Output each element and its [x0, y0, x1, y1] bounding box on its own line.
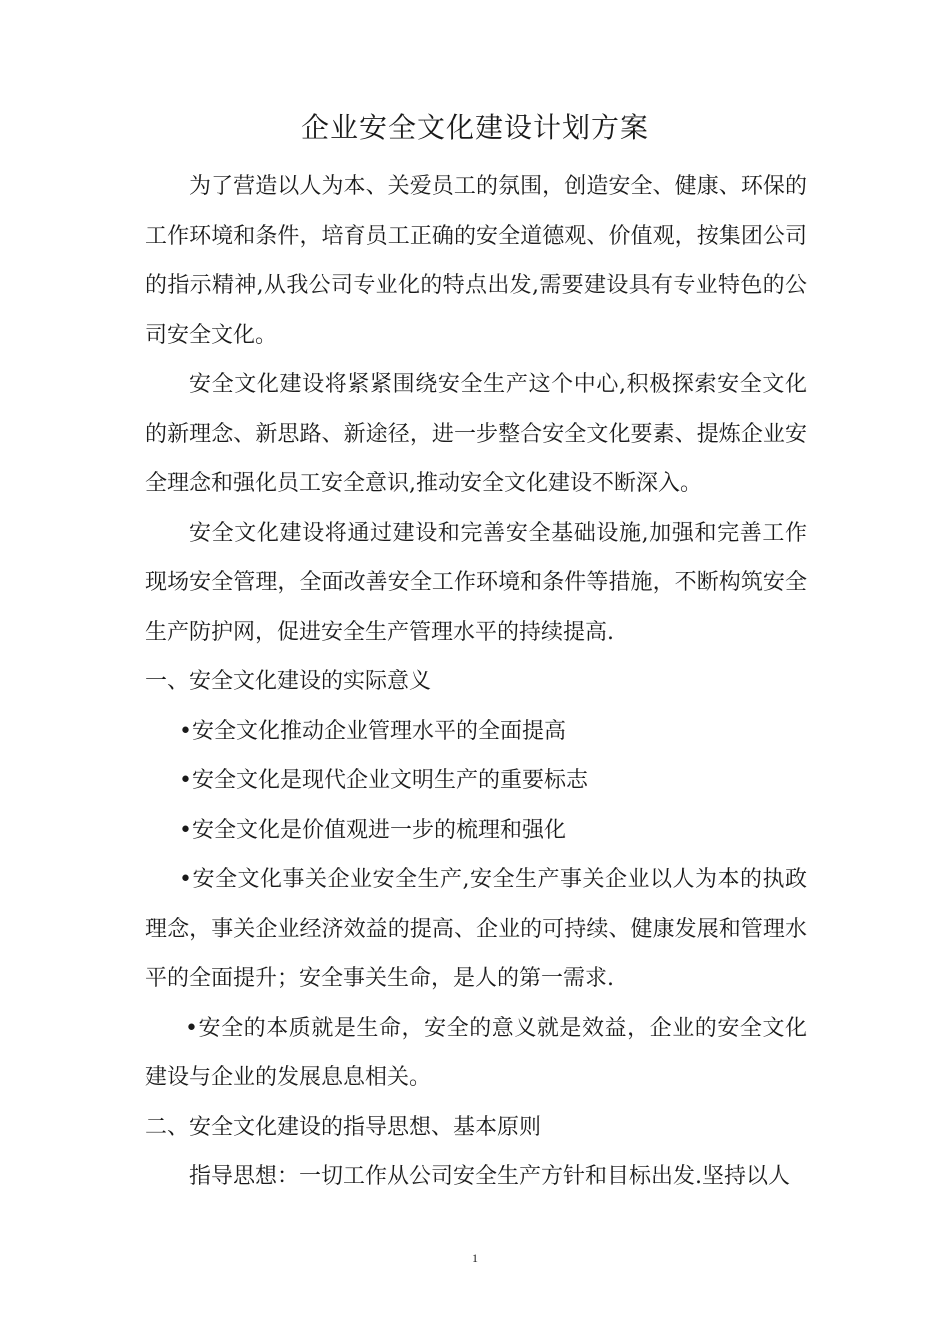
bullet-item: •安全文化事关企业安全生产,安全生产事关企业以人为本的执政理念，事关企业经济效益的提高、企业的可持续、健康发展和管理水平的全面提升；安全事关生命，是人的第一需求.: [145, 867, 807, 991]
paragraph-measures: 安全文化建设将通过建设和完善安全基础设施,加强和完善工作现场安全管理，全面改善安全工作环境和条件等措施，不断构筑安全生产防护网，促进安全生产管理水平的持续提高.: [145, 520, 807, 645]
bullet-item: •安全文化推动企业管理水平的全面提高: [179, 718, 566, 744]
section-heading-1: 一、安全文化建设的实际意义: [145, 669, 432, 694]
document-body: [145, 162, 807, 1202]
paragraph-focus: 安全文化建设将紧紧围绕安全生产这个中心,积极探索安全文化的新理念、新思路、新途径，进一步整合安全文化要素、提炼企业安全理念和强化员工安全意识,推动安全文化建设不断深入。: [145, 372, 807, 496]
page-number: 1: [472, 1251, 478, 1265]
bullet-item: •安全的本质就是生命，安全的意义就是效益，企业的安全文化建设与企业的发展息息相关。: [145, 1015, 807, 1090]
paragraph-intro: 为了营造以人为本、关爱员工的氛围，创造安全、健康、环保的工作环境和条件，培育员工正确的安全道德观、价值观，按集团公司的指示精神,从我公司专业化的特点出发,需要建设具有专业特色的公司安全文化。: [145, 174, 807, 348]
bullet-item: •安全文化是价值观进一步的梳理和强化: [179, 817, 566, 843]
section-heading-2: 二、安全文化建设的指导思想、基本原则: [145, 1114, 542, 1140]
paragraph-guiding-thought: 指导思想：一切工作从公司安全生产方针和目标出发.坚持以人: [189, 1164, 790, 1189]
bullet-item: •安全文化是现代企业文明生产的重要标志: [179, 768, 588, 793]
document-title: 企业安全文化建设计划方案: [300, 111, 649, 144]
